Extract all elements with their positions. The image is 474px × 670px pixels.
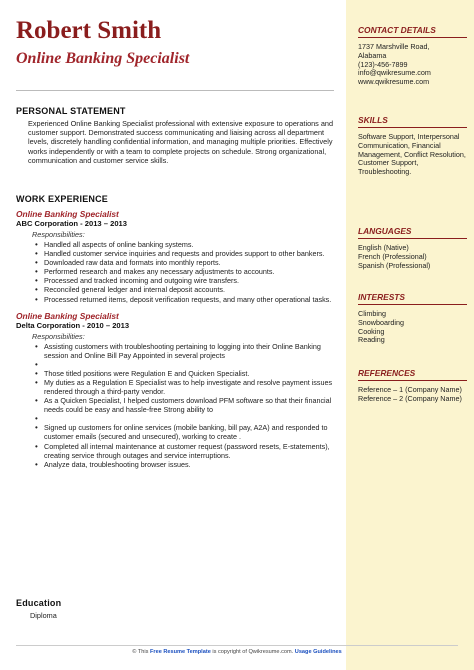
section-heading-interests: INTERESTS [358, 292, 467, 305]
skills-text: Software Support, Interpersonal Communication, Financial Management, Conflict Resolution, Customer Support, Troubleshooting. [358, 132, 466, 177]
list-item: • Completed all internal maintenance at customer request (password resets, E-statements), creating service through outages and service interruptions. [44, 442, 336, 460]
interest-item: Snowboarding [358, 317, 404, 327]
languages-section [358, 226, 470, 270]
contact-address-line-2: Alabama [358, 50, 387, 60]
references-section [358, 368, 470, 404]
footer-divider [16, 645, 458, 646]
section-heading-education: Education [16, 598, 62, 608]
education-degree: Diploma [30, 611, 57, 620]
interest-item: Cooking [358, 326, 385, 336]
footer-link-free-resume-template[interactable]: Free Resume Template [149, 649, 211, 655]
section-heading-personal-statement: PERSONAL STATEMENT [16, 106, 126, 116]
list-item: • Performed research and makes any necessary adjustments to accounts. [44, 267, 336, 276]
list-item: • Downloaded raw data and formats into monthly reports. [44, 258, 336, 267]
footer-copyright: © This [132, 649, 149, 655]
section-heading-contact: CONTACT DETAILS [358, 25, 467, 38]
personal-statement-section [16, 106, 336, 165]
candidate-title: Online Banking Specialist [16, 50, 190, 67]
job-entry [16, 209, 336, 304]
footer-text: is copyright of Qwikresume.com. [212, 649, 294, 655]
list-item: • Handled all aspects of online banking systems. [44, 240, 336, 249]
interest-item: Reading [358, 335, 385, 345]
list-item: • Assisting customers with troubleshooting pertaining to logging into their Online Banking session and Online Bill Pay Appointed in several projects [44, 342, 336, 360]
contact-email[interactable]: info@qwikresume.com [358, 68, 431, 78]
candidate-name: Robert Smith [16, 17, 162, 44]
header-divider [16, 90, 334, 91]
personal-statement-text: Experienced Online Banking Specialist professional with extensive exposure to operations and customer support. Demonstrated success communicating and liaising across all department levels, discretely handling confidential information, and managing multiple priorities. Effectively works independently or with a team to complete projects on schedule. Strong organizational, communication and customer service skills. [28, 119, 334, 165]
education-section [16, 598, 336, 620]
contact-details-section [358, 25, 470, 87]
language-item: Spanish (Professional) [358, 260, 431, 270]
job-title: Online Banking Specialist [16, 310, 119, 321]
list-item [44, 360, 336, 369]
list-item: • Signed up customers for online services (mobile banking, bill pay, A2A) and responded to customer emails (secured and unsecured), working to create . [44, 423, 336, 441]
interest-item: Climbing [358, 309, 386, 318]
section-heading-references: REFERENCES [358, 368, 467, 381]
reference-item: Reference – 1 (Company Name) [358, 385, 462, 394]
list-item: • Those titled positions were Regulation E and Quicken Specialist. [44, 369, 336, 378]
job-company: ABC Corporation - 2013 – 2013 [16, 219, 127, 228]
responsibilities-list [16, 342, 336, 469]
responsibilities-label: Responsibilities: [32, 230, 85, 239]
responsibilities-list [16, 240, 336, 304]
footer [0, 649, 474, 655]
job-company: Delta Corporation - 2010 – 2013 [16, 320, 130, 330]
job-entry [16, 311, 336, 469]
list-item: • Analyze data, troubleshooting browser issues. [44, 460, 336, 469]
footer-link-usage-guidelines[interactable]: Usage Guidelines [294, 649, 342, 655]
contact-website[interactable]: www.qwikresume.com [358, 77, 430, 87]
section-heading-work-experience: WORK EXPERIENCE [16, 194, 109, 204]
list-item: • Reconciled general ledger and internal deposit accounts. [44, 285, 336, 294]
list-item [44, 414, 336, 423]
list-item: • Processed returned items, deposit verification requests, and many other operational tasks. [44, 295, 336, 304]
work-experience-section [16, 194, 336, 469]
list-item: • Handled customer service inquiries and requests and provides support to other bankers. [44, 249, 336, 258]
contact-address-line-1: 1737 Marshville Road, [358, 42, 430, 51]
section-heading-skills: SKILLS [358, 115, 467, 128]
interests-section [358, 292, 470, 345]
responsibilities-label: Responsibilities: [32, 331, 85, 341]
job-title: Online Banking Specialist [16, 209, 119, 219]
skills-section [358, 115, 470, 177]
reference-item: Reference – 2 (Company Name) [358, 393, 462, 403]
contact-phone: (123)-456-7899 [358, 59, 408, 69]
section-heading-languages: LANGUAGES [358, 226, 467, 239]
language-item: French (Professional) [358, 251, 427, 261]
language-item: English (Native) [358, 243, 409, 252]
list-item: • Processed and tracked incoming and outgoing wire transfers. [44, 276, 336, 285]
list-item: • As a Quicken Specialist, I helped customers download PFM software so that their financial needs could be easy and hassle-free Strong ability to [44, 396, 336, 414]
list-item: • My duties as a Regulation E Specialist was to help investigate and resolve payment issues rendered through a third-party vendor. [44, 378, 336, 396]
